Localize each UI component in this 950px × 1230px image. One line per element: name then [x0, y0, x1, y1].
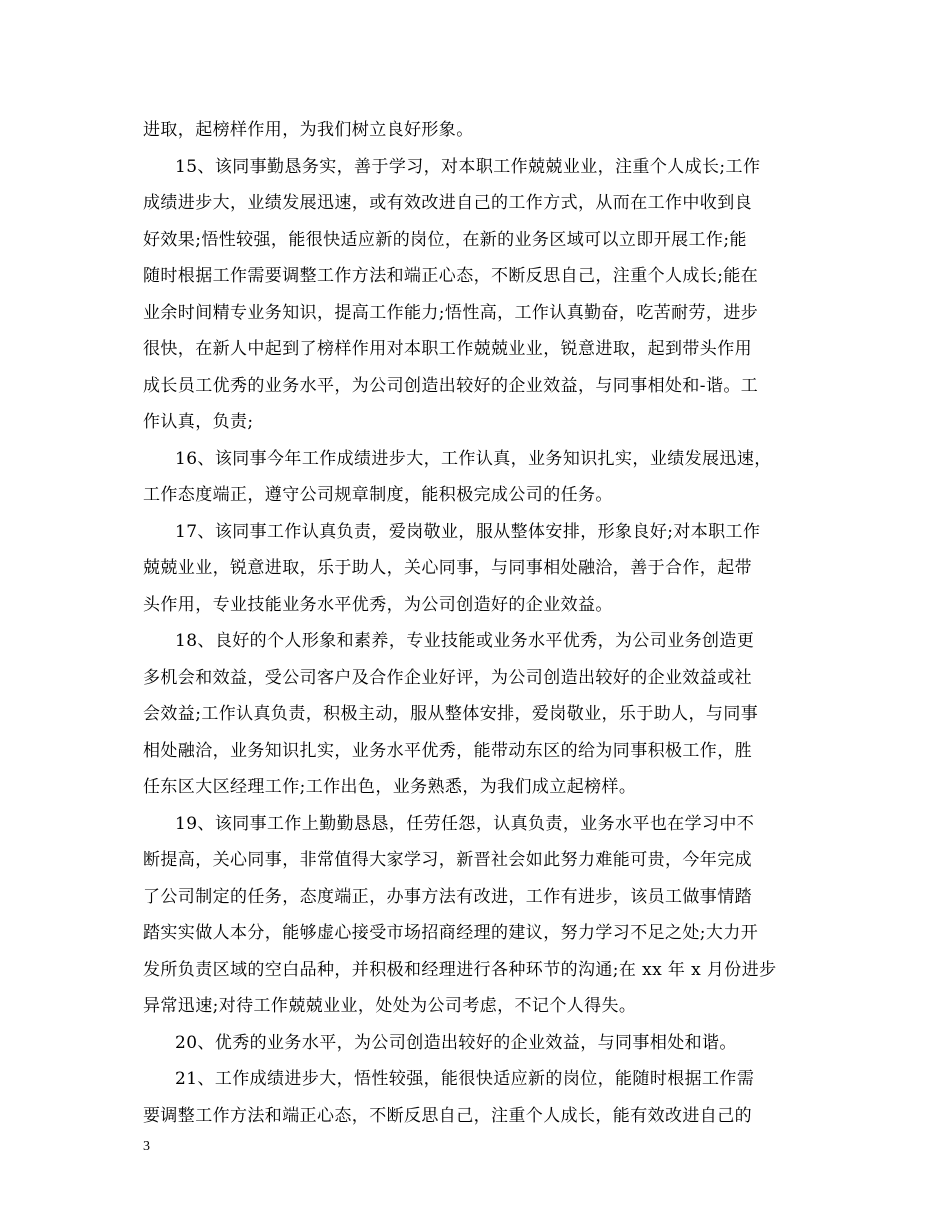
text-line: 发所负责区域的空白品种，并积极和经理进行各种环节的沟通;在 xx 年 x 月份进步: [143, 959, 777, 980]
text-line: 兢兢业业，锐意进取，乐于助人，关心同事，与同事相处融洽，善于合作，起带: [143, 558, 752, 578]
text-line: 业余时间精专业务知识，提高工作能力;悟性高，工作认真勤奋，吃苦耐劳，进步: [143, 302, 759, 323]
page-number: 3: [143, 1139, 150, 1154]
text-line: 异常迅速;对待工作兢兢业业，处处为公司考虑，不记个人得失。: [143, 996, 637, 1016]
text-line: 好效果;悟性较强，能很快适应新的岗位，在新的业务区域可以立即开展工作;能: [143, 229, 747, 250]
paragraph-20-start: 20、优秀的业务水平，为公司创造出较好的企业效益，与同事相处和谐。: [175, 1032, 737, 1053]
text-line: 进取，起榜样作用，为我们树立良好形象。: [143, 120, 474, 140]
text-line: 头作用，专业技能业务水平优秀，为公司创造好的企业效益。: [143, 594, 613, 615]
text-line: 断提高，关心同事，非常值得大家学习，新晋社会如此努力难能可贵，今年完成: [143, 850, 752, 870]
text-line: 踏实实做人本分，能够虚心接受市场招商经理的建议，努力学习不足之处;大力开: [143, 923, 759, 943]
text-line: 任东区大区经理工作;工作出色，业务熟悉，为我们成立起榜样。: [143, 777, 637, 797]
paragraph-19-start: 19、该同事工作上勤勤恳恳，任劳任怨，认真负责，业务水平也在学习中不: [175, 813, 755, 834]
text-line: 成绩进步大，业绩发展迅速，或有效改进自己的工作方式，从而在工作中收到良: [143, 193, 752, 213]
text-line: 成长员工优秀的业务水平，为公司创造出较好的企业效益，与同事相处和-谐。工: [143, 375, 759, 396]
text-line: 作认真，负责;: [143, 412, 254, 432]
text-line: 很快，在新人中起到了榜样作用对本职工作兢兢业业，锐意进取，起到带头作用: [143, 339, 752, 359]
paragraph-17-start: 17、该同事工作认真负责，爱岗敬业，服从整体安排，形象良好;对本职工作: [175, 521, 761, 542]
text-line: 工作态度端正，遵守公司规章制度，能积极完成公司的任务。: [143, 485, 613, 505]
text-line: 相处融洽，业务知识扎实，业务水平优秀，能带动东区的给为同事积极工作，胜: [143, 740, 752, 761]
text-line: 多机会和效益，受公司客户及合作企业好评，为公司创造出较好的企业效益或社: [143, 667, 752, 688]
text-line: 要调整工作方法和端正心态，不断反思自己，注重个人成长，能有效改进自己的: [143, 1105, 752, 1126]
body-text: [143, 112, 823, 1134]
text-line: 随时根据工作需要调整工作方法和端正心态，不断反思自己，注重个人成长;能在: [143, 266, 759, 286]
text-line: 了公司制定的任务，态度端正，办事方法有改进，工作有进步，该员工做事情踏: [143, 886, 752, 907]
paragraph-18-start: 18、良好的个人形象和素养，专业技能或业务水平优秀，为公司业务创造更: [175, 631, 755, 651]
paragraph-21-start: 21、工作成绩进步大，悟性较强，能很快适应新的岗位，能随时根据工作需: [175, 1069, 755, 1089]
paragraph-16-start: 16、该同事今年工作成绩进步大，工作认真，业务知识扎实，业绩发展迅速，: [175, 448, 772, 469]
text-line: 会效益;工作认真负责，积极主动，服从整体安排，爱岗敬业，乐于助人，与同事: [143, 704, 759, 724]
paragraph-15-start: 15、该同事勤恳务实，善于学习，对本职工作兢兢业业，注重个人成长;工作: [175, 156, 761, 177]
